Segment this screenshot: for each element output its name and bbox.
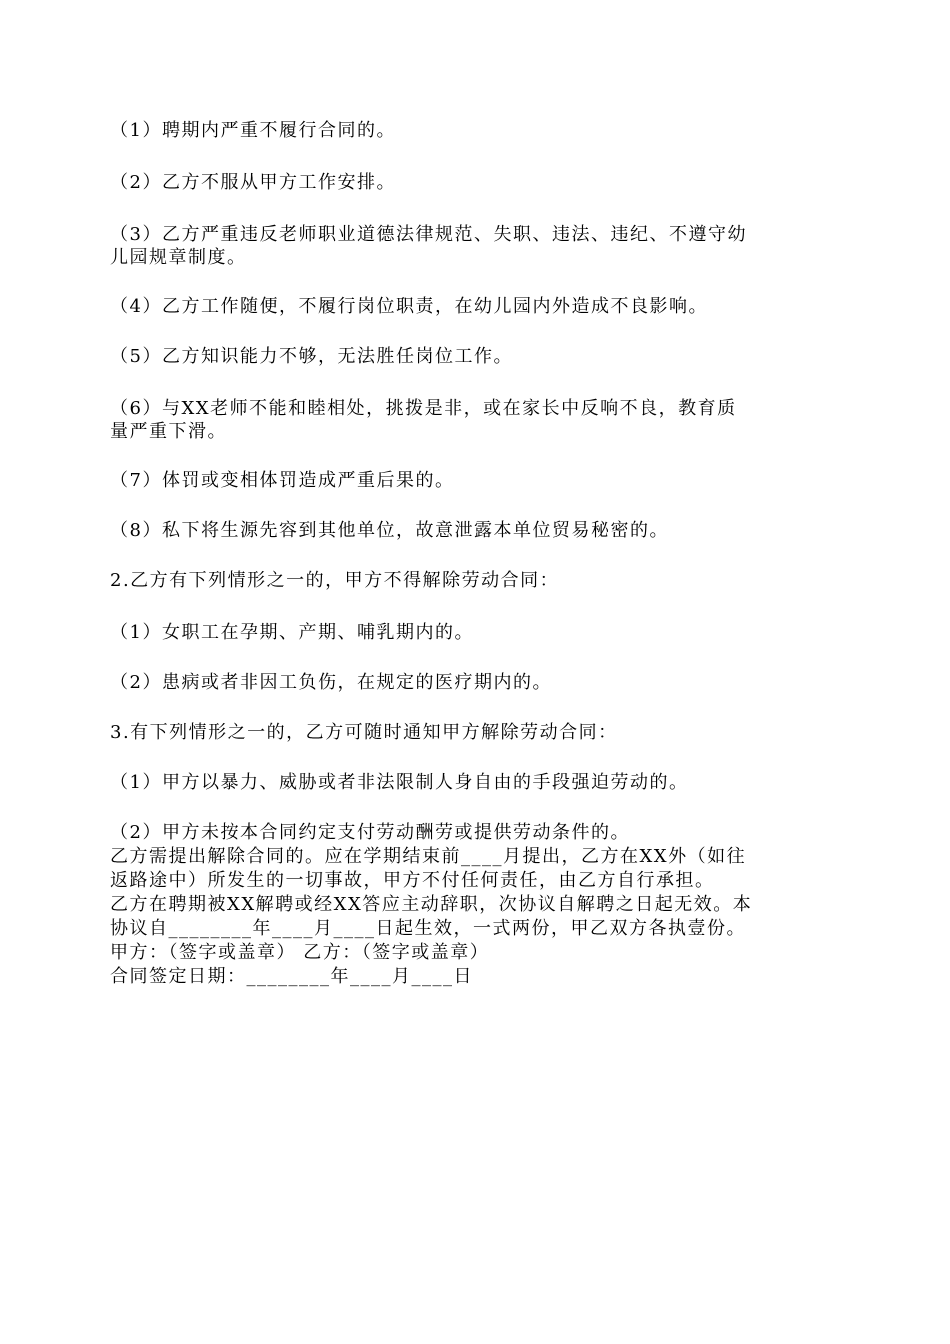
resignation-paragraph-line-2: 返路途中）所发生的一切事故，甲方不付任何责任，由乙方自行承担。 bbox=[110, 870, 715, 891]
clause-2-1: （1）女职工在孕期、产期、哺乳期内的。 bbox=[110, 622, 474, 643]
clause-1-3-line-2: 儿园规章制度。 bbox=[110, 247, 247, 268]
validity-paragraph-line-1: 乙方在聘期被XX解聘或经XX答应主动辞职，次协议自解聘之日起无效。本 bbox=[110, 894, 753, 915]
clause-1-1: （1）聘期内严重不履行合同的。 bbox=[110, 120, 396, 141]
clause-1-3-line-1: （3）乙方严重违反老师职业道德法律规范、失职、违法、违纪、不遵守幼 bbox=[110, 224, 747, 245]
clause-3-1: （1）甲方以暴力、威胁或者非法限制人身自由的手段强迫劳动的。 bbox=[110, 772, 689, 793]
clause-1-5: （5）乙方知识能力不够，无法胜任岗位工作。 bbox=[110, 346, 513, 367]
clause-1-2: （2）乙方不服从甲方工作安排。 bbox=[110, 172, 396, 193]
resignation-paragraph-line-1: 乙方需提出解除合同的。应在学期结束前____月提出，乙方在XX外（如往 bbox=[110, 846, 747, 867]
clause-1-4: （4）乙方工作随便，不履行岗位职责，在幼儿园内外造成不良影响。 bbox=[110, 296, 708, 317]
validity-paragraph-line-2: 协议自________年____月____日起生效，一式两份，甲乙双方各执壹份。 bbox=[110, 918, 746, 939]
clause-1-8: （8）私下将生源先容到其他单位，故意泄露本单位贸易秘密的。 bbox=[110, 520, 669, 541]
section-3-heading: 3.有下列情形之一的，乙方可随时通知甲方解除劳动合同： bbox=[110, 722, 618, 743]
signature-line: 甲方：（签字或盖章） 乙方：（签字或盖章） bbox=[110, 942, 490, 963]
clause-2-2: （2）患病或者非因工负伤，在规定的医疗期内的。 bbox=[110, 672, 552, 693]
signing-date-line: 合同签定日期：________年____月____日 bbox=[110, 966, 473, 987]
clause-1-6-line-1: （6）与XX老师不能和睦相处，挑拨是非，或在家长中反响不良，教育质 bbox=[110, 398, 737, 419]
section-2-heading: 2.乙方有下列情形之一的，甲方不得解除劳动合同： bbox=[110, 570, 560, 591]
clause-1-7: （7）体罚或变相体罚造成严重后果的。 bbox=[110, 470, 455, 491]
clause-1-6-line-2: 量严重下滑。 bbox=[110, 421, 227, 442]
clause-3-2: （2）甲方未按本合同约定支付劳动酬劳或提供劳动条件的。 bbox=[110, 822, 630, 843]
